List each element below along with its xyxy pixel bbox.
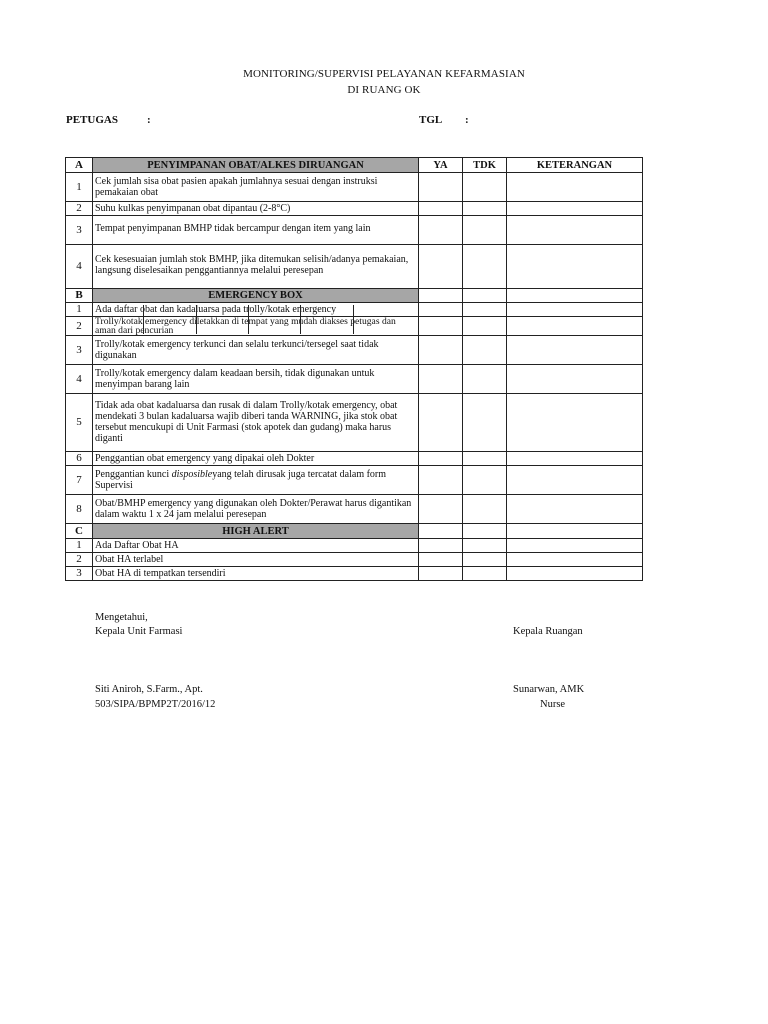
item-text [93,466,419,495]
ya-cell [419,524,463,539]
table-row [66,365,643,394]
item-text: Cek kesesuaian jumlah stok BMHP, jika ditemukan selisih/adanya pemakaian, langsung diselesaikan penggantiannya melalui peresepan [93,245,419,289]
section-a-header-row [66,158,643,173]
tdk-cell[interactable] [463,539,507,553]
tdk-cell[interactable] [463,202,507,216]
room-head-name: Sunarwan, AMK [513,684,585,695]
pharmacy-head-license: 503/SIPA/BPMP2T/2016/12 [95,699,216,710]
keterangan-cell[interactable] [507,553,643,567]
item-number: 3 [66,336,93,365]
keterangan-cell[interactable] [507,336,643,365]
ya-cell[interactable] [419,553,463,567]
grid-line [196,305,197,334]
table-row [66,303,643,317]
grid-line [300,305,301,334]
ya-cell[interactable] [419,303,463,317]
item-text: Obat HA terlabel [93,553,419,567]
ya-cell[interactable] [419,317,463,336]
tgl-label: TGL [419,114,443,126]
keterangan-cell[interactable] [507,567,643,581]
tdk-cell[interactable] [463,216,507,245]
table-row [66,394,643,452]
room-head-role: Kepala Ruangan [513,626,583,637]
document-subtitle: DI RUANG OK [347,84,421,96]
item-text: Cek jumlah sisa obat pasien apakah jumlahnya sesuai dengan instruksi pemakaian obat [93,173,419,202]
item-text: Ada daftar obat dan kadaluarsa pada trolly/kotak emergency [93,303,419,317]
table-row [66,245,643,289]
tdk-cell[interactable] [463,495,507,524]
keterangan-cell[interactable] [507,303,643,317]
keterangan-cell[interactable] [507,317,643,336]
item-number: 2 [66,553,93,567]
section-c-title: HIGH ALERT [93,524,419,539]
keterangan-cell[interactable] [507,466,643,495]
table-row [66,466,643,495]
ya-cell[interactable] [419,466,463,495]
item-text: Ada Daftar Obat HA [93,539,419,553]
item-text: Suhu kulkas penyimpanan obat dipantau (2-8°C) [93,202,419,216]
ya-cell[interactable] [419,202,463,216]
table-row [66,173,643,202]
tdk-cell[interactable] [463,452,507,466]
section-b-header-row [66,289,643,303]
section-a-letter: A [66,158,93,173]
keterangan-cell[interactable] [507,202,643,216]
item-text: Obat/BMHP emergency yang digunakan oleh Dokter/Perawat harus digantikan dalam waktu 1 x 24 jam melalui peresepan [93,495,419,524]
item-number: 7 [66,466,93,495]
document-title: MONITORING/SUPERVISI PELAYANAN KEFARMASIAN [243,68,525,80]
table-row [66,553,643,567]
item-number: 3 [66,567,93,581]
grid-line [248,305,249,334]
table-row [66,452,643,466]
ya-cell[interactable] [419,216,463,245]
ya-cell[interactable] [419,495,463,524]
tdk-cell[interactable] [463,336,507,365]
ya-cell[interactable] [419,365,463,394]
section-c-letter: C [66,524,93,539]
keterangan-cell[interactable] [507,216,643,245]
item-text: Trolly/kotak emergency diletakkan di tempat yang mudah diakses petugas dan aman dari pencurian [93,317,419,336]
petugas-separator: : [147,114,151,126]
keterangan-cell[interactable] [507,173,643,202]
tdk-cell[interactable] [463,553,507,567]
ya-cell[interactable] [419,539,463,553]
acknowledged-label: Mengetahui, [95,612,148,623]
table-row [66,539,643,553]
grid-line [353,305,354,334]
item-number: 3 [66,216,93,245]
section-c-header-row [66,524,643,539]
tdk-cell[interactable] [463,317,507,336]
ya-cell[interactable] [419,567,463,581]
table-row [66,202,643,216]
item-text: Penggantian obat emergency yang dipakai oleh Dokter [93,452,419,466]
table-row [66,567,643,581]
item-number: 6 [66,452,93,466]
item-number: 1 [66,303,93,317]
ya-cell[interactable] [419,173,463,202]
supervision-table [65,157,643,581]
item-number: 4 [66,365,93,394]
keterangan-cell[interactable] [507,394,643,452]
item-text: Trolly/kotak emergency dalam keadaan bersih, tidak digunakan untuk menyimpan barang lain [93,365,419,394]
keterangan-cell [507,289,643,303]
table-row [66,317,643,336]
tdk-cell[interactable] [463,567,507,581]
grid-line [143,305,144,334]
column-keterangan-header: KETERANGAN [507,158,643,173]
item-number: 2 [66,202,93,216]
table-row [66,336,643,365]
section-a-title: PENYIMPANAN OBAT/ALKES DIRUANGAN [93,158,419,173]
item-text: Trolly/kotak emergency terkunci dan selalu terkunci/tersegel saat tidak digunakan [93,336,419,365]
column-tdk-header: TDK [463,158,507,173]
ya-cell[interactable] [419,394,463,452]
keterangan-cell[interactable] [507,245,643,289]
tdk-cell[interactable] [463,365,507,394]
tdk-cell[interactable] [463,173,507,202]
item-number: 2 [66,317,93,336]
tdk-cell[interactable] [463,303,507,317]
item-number: 4 [66,245,93,289]
ya-cell [419,289,463,303]
ya-cell[interactable] [419,452,463,466]
item-number: 8 [66,495,93,524]
item-text-part: yang telah dirusak juga tercatat dalam form Supervisi [95,469,387,491]
item-text: Obat HA di tempatkan tersendiri [93,567,419,581]
keterangan-cell[interactable] [507,365,643,394]
section-b-letter: B [66,289,93,303]
pharmacy-head-role: Kepala Unit Farmasi [95,626,183,637]
column-ya-header: YA [419,158,463,173]
keterangan-cell[interactable] [507,539,643,553]
tgl-separator: : [465,114,469,126]
room-head-title: Nurse [540,699,566,710]
keterangan-cell[interactable] [507,452,643,466]
tdk-cell[interactable] [463,466,507,495]
item-number: 1 [66,539,93,553]
tdk-cell [463,524,507,539]
section-b-title: EMERGENCY BOX [93,289,419,303]
ya-cell[interactable] [419,336,463,365]
table-row [66,495,643,524]
tdk-cell[interactable] [463,245,507,289]
tdk-cell[interactable] [463,394,507,452]
item-number: 1 [66,173,93,202]
petugas-label: PETUGAS [66,114,118,126]
item-number: 5 [66,394,93,452]
tdk-cell [463,289,507,303]
item-text: Tempat penyimpanan BMHP tidak bercampur dengan item yang lain [93,216,419,245]
ya-cell[interactable] [419,245,463,289]
item-text-part: Penggantian kunci [95,469,172,480]
pharmacy-head-name: Siti Aniroh, S.Farm., Apt. [95,684,203,695]
item-text: Tidak ada obat kadaluarsa dan rusak di dalam Trolly/kotak emergency, obat mendekati 3 bulan kadaluarsa wajib diberi tanda WARNING, jika stok obat tersebut mencukupi di Unit Farmasi (stok apotek dan gudang) maka harus diganti [93,394,419,452]
item-text-italic: disposible [171,469,213,480]
keterangan-cell[interactable] [507,495,643,524]
table-row [66,216,643,245]
keterangan-cell [507,524,643,539]
